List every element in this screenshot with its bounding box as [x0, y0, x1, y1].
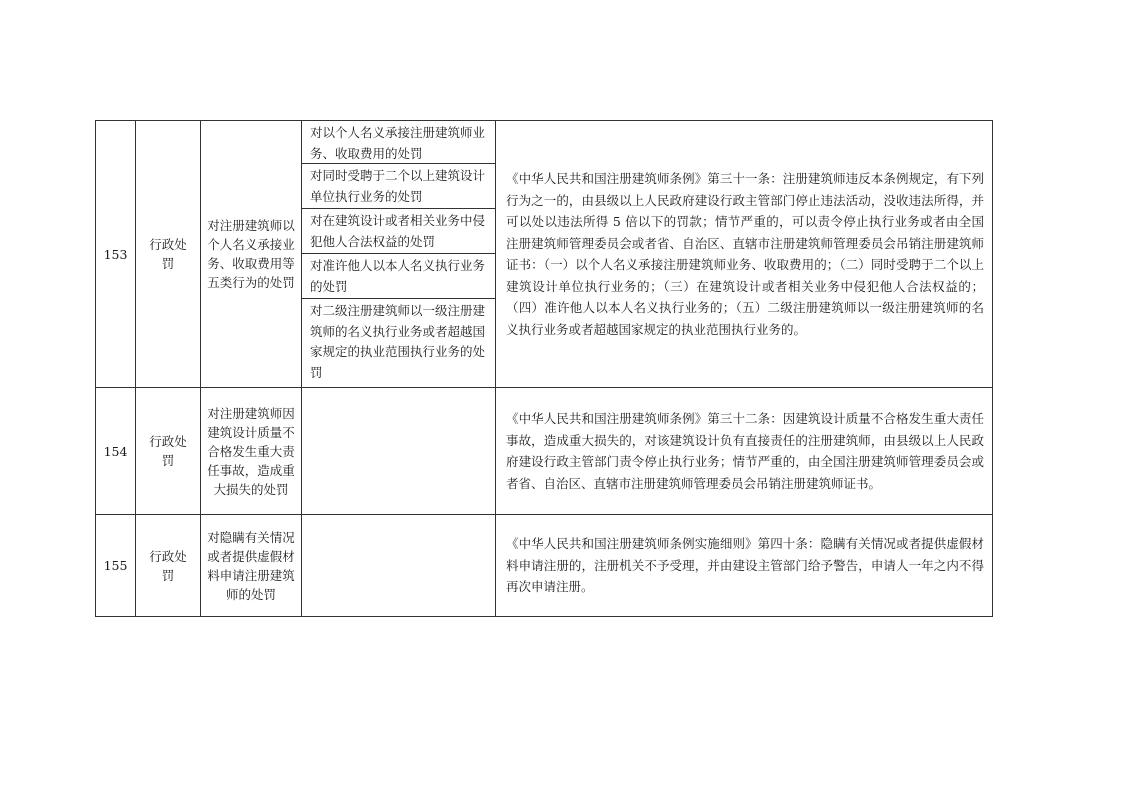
legal-basis-text: 《中华人民共和国注册建筑师条例》第三十一条：注册建筑师违反本条例规定，有下列行为之一的，由县级以上人民政府建设行政主管部门停止违法活动，没收违法所得，并可以处以违法所得 5 倍以下的罚款；情节严重的，可以责令停止执行业务或者由全国注册建筑师管理委员会或者省、自治区、直辖市注册建筑师管理委员会吊销注册建筑师证书：（一）以个人名义承接注册建筑师业务、收取费用的；（二）同时受聘于二个以上建筑设计单位执行业务的；（三）在建筑设计或者相关业务中侵犯他人合法权益的；（四）准许他人以本人名义执行业务的；（五）二级注册建筑师以一级注册建筑师的名义执行业务或者超越国家规定的执业范围执行业务的。: [506, 171, 984, 337]
penalty-type: 行政处罚: [136, 515, 201, 616]
sub-item: 对以个人名义承接注册建筑师业务、收取费用的处罚: [302, 121, 495, 164]
sub-item: 对准许他人以本人名义执行业务的处罚: [302, 254, 495, 299]
legal-basis-text: 《中华人民共和国注册建筑师条例》第三十二条：因建筑设计质量不合格发生重大责任事故，造成重大损失的，对该建筑设计负有直接责任的注册建筑师，由县级以上人民政府建设行政主管部门责令停止执行业务；情节严重的，由全国注册建筑师管理委员会或者省、自治区、直辖市注册建筑师管理委员会吊销注册建筑师证书。: [506, 411, 984, 491]
row-number: 155: [96, 515, 136, 616]
penalty-item: 对注册建筑师以个人名义承接业务、收取费用等五类行为的处罚: [201, 121, 302, 387]
sub-item-list: [302, 121, 496, 387]
table-row: [95, 388, 993, 515]
sub-item-empty: [302, 515, 496, 616]
legal-basis: [496, 388, 992, 514]
sub-item: 对在建筑设计或者相关业务中侵犯他人合法权益的处罚: [302, 209, 495, 254]
sub-item: 对二级注册建筑师以一级注册建筑师的名义执行业务或者超越国家规定的执业范围执行业务的处罚: [310, 303, 486, 380]
row-number: 154: [96, 388, 136, 514]
legal-basis: [496, 121, 992, 387]
table-row: [95, 120, 993, 388]
penalty-type: 行政处罚: [136, 388, 201, 514]
penalty-item: 对隐瞒有关情况或者提供虚假材料申请注册建筑师的处罚: [201, 515, 302, 616]
row-number: 153: [96, 121, 136, 387]
sub-item: 对同时受聘于二个以上建筑设计单位执行业务的处罚: [302, 164, 495, 209]
table-row: [95, 515, 993, 617]
penalty-type: 行政处罚: [136, 121, 201, 387]
legal-basis: [496, 515, 992, 616]
sub-item-empty: [302, 388, 496, 514]
legal-basis-text: 《中华人民共和国注册建筑师条例实施细则》第四十条：隐瞒有关情况或者提供虚假材料申请注册的，注册机关不予受理，并由建设主管部门给予警告，申请人一年之内不得再次申请注册。: [506, 536, 984, 595]
penalty-item: 对注册建筑师因建筑设计质量不合格发生重大责任事故，造成重大损失的处罚: [201, 388, 302, 514]
